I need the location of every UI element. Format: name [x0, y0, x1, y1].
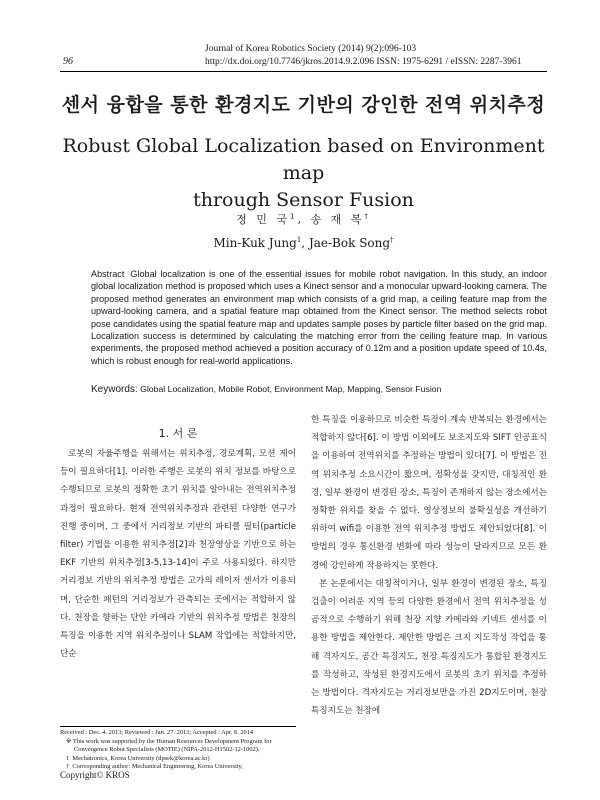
- keywords-text: Global Localization, Mobile Robot, Environment Map, Mapping, Sensor Fusion: [140, 384, 442, 394]
- support-mark: ※: [66, 737, 72, 745]
- received-dates: Received : Dec. 4. 2013; Reviewed : Jan. 27. 2013; Accepted : Apr. 8. 2014: [60, 729, 254, 736]
- abstract: [91, 268, 547, 367]
- aff2-mark: †: [66, 763, 70, 771]
- journal-citation: Journal of Korea Robotics Society (2014) 9(2):096-103: [205, 44, 417, 54]
- journal-doi-issn: http://dx.doi.org/10.7746/jkros.2014.9.2.096 ISSN: 1975-6291 / eISSN: 2287-3961: [205, 57, 522, 67]
- author-2-korean: 송 재 복: [310, 213, 365, 226]
- aff1-text: Mechatronics, Korea University (dpsek@korea.ac.kr): [72, 754, 210, 762]
- english-title-line2: through Sensor Fusion: [193, 189, 414, 211]
- author-1-korean: 정 민 국: [236, 213, 291, 226]
- support-text: This work was supported by the Human Resources Development Program for Convergence Robot Specialists (MOTIE) (NIPA-2012-H1502-12-1002).: [72, 737, 272, 754]
- section-heading: 1. 서 론: [158, 427, 198, 440]
- english-title-line1: Robust Global Localization based on Environment map: [62, 135, 545, 184]
- affiliation-1: [60, 755, 296, 764]
- right-column: [311, 411, 547, 720]
- journal-header: [205, 43, 535, 69]
- support-note: [60, 738, 296, 755]
- author-separator: ,: [297, 213, 311, 226]
- right-column-paragraph-1: 한 특징을 이용하므로 비슷한 특징이 계속 반복되는 환경에서는 적합하지 않다[6]. 이 방법 이외에도 보조지도와 SIFT 인공표식을 이용하여 전역위치를 추정하는 방법이 있다[7]. 이 방법은 전역 위치추정 소요시간이 짧으며, 정확성을 갖지만, 대칭적인 환경, 일부 환경이 변경된 장소, 특징이 존재하지 않는 장소에서는 정확한 위치를 찾을 수 없다. 영상정보의 불확실성을 개선하기 위하여 wifi를 이용한 전역 위치추정 방법도 제안되었다[8]. 이 방법의 경우 통신환경 변화에 따라 성능이 달라지므로 모든 환경에 강인하게 작용하지는 못한다.: [311, 415, 547, 571]
- abstract-text: Global localization is one of the essential issues for mobile robot navigation. In this study, an indoor global localization method is proposed which uses a Kinect sensor and a monocular upward-looking camera. The proposed method generates an environment map which consists of a grid map, a ceiling feature map from the upward-looking camera, and a spatial feature map obtained from the Kinect sensor. The method selects robot pose candidates using the spatial feature map and updates sample poses by particle filter based on the grid map. Localization success is determined by calculating the matching error from the ceiling feature map. In various experiments, the proposed method achieved a position accuracy of 0.12m and a position update speed of 10.4s, which is robust enough for real-world applications.: [91, 269, 547, 366]
- aff2-text: Corresponding author: Mechanical Engineering, Korea University,: [72, 763, 243, 771]
- english-title: [60, 133, 547, 214]
- right-column-paragraph-2: 본 논문에서는 대칭적이거나, 일부 환경이 변경된 장소, 특징 검출이 어려운 지역 등의 다양한 환경에서 전역 위치추정을 성공적으로 수행하기 위해 천장 지향 카메라와 키넥트 센서를 이용한 방법을 제안한다. 제안한 방법은 크지 지도작성 작업을 통해 격자지도, 공간 특징지도, 천장 특징지도가 통합된 환경지도를 작성하고, 작성된 환경지도에서 로봇의 초기 위치를 추정하는 방법이다. 격자지도는 거리정보만을 가진 2D지도이며, 천장 특징지도는 천장에: [311, 578, 547, 717]
- header-rule: [60, 71, 547, 72]
- english-authors: [60, 236, 547, 250]
- author-1-english: Min-Kuk Jung: [213, 236, 297, 250]
- keywords: [91, 384, 547, 395]
- copyright: Copyright© KROS: [60, 770, 130, 780]
- author-2-english: Jae-Bok Song: [308, 236, 391, 250]
- korean-title: 센서 융합을 통한 환경지도 기반의 강인한 전역 위치추정: [61, 94, 546, 116]
- aff1-mark: 1: [66, 754, 70, 762]
- author-2-mark: †: [364, 212, 371, 221]
- page-number: 96: [63, 56, 73, 67]
- korean-authors: [60, 211, 547, 227]
- keywords-label: Keywords:: [91, 384, 138, 395]
- abstract-label: Abstract: [91, 269, 125, 279]
- left-column-text: 로봇의 자율주행을 위해서는 위치추정, 경로계획, 모션 제어 등이 필요하다[1]. 이러한 주행은 로봇의 위치 정보를 바탕으로 수행되므로 로봇의 정확한 초기 위치를 알아내는 전역위치추정 과정이 필요하다. 현재 전역위치추정과 관련된 다양한 연구가 진행 중이며, 그 중에서 거리정보 기반의 파티클 필터(particle filter) 기법을 이용한 위치추정[2]과 천장영상을 기반으로 하는 EKF 기반의 위치추정[3-5,13-14]이 주로 사용되었다. 하지만 거리정보 기반의 위치추정 방법은 고가의 레이저 센서가 이용되며, 단순한 패턴의 거리정보가 관측되는 곳에서는 적합하지 않다. 천장을 향하는 단안 카메라 기반의 위치추정 방법은 천장의 특징을 이용한 지역 위치추정이나 SLAM 작업에는 적합하지만, 단순: [60, 449, 296, 660]
- footnotes: [60, 729, 296, 772]
- author-1-mark-en: 1: [296, 236, 302, 244]
- author-1-mark: 1: [290, 212, 298, 221]
- author-separator-en: ,: [301, 236, 309, 250]
- author-2-mark-en: †: [390, 236, 394, 244]
- footnote-rule: [60, 726, 296, 727]
